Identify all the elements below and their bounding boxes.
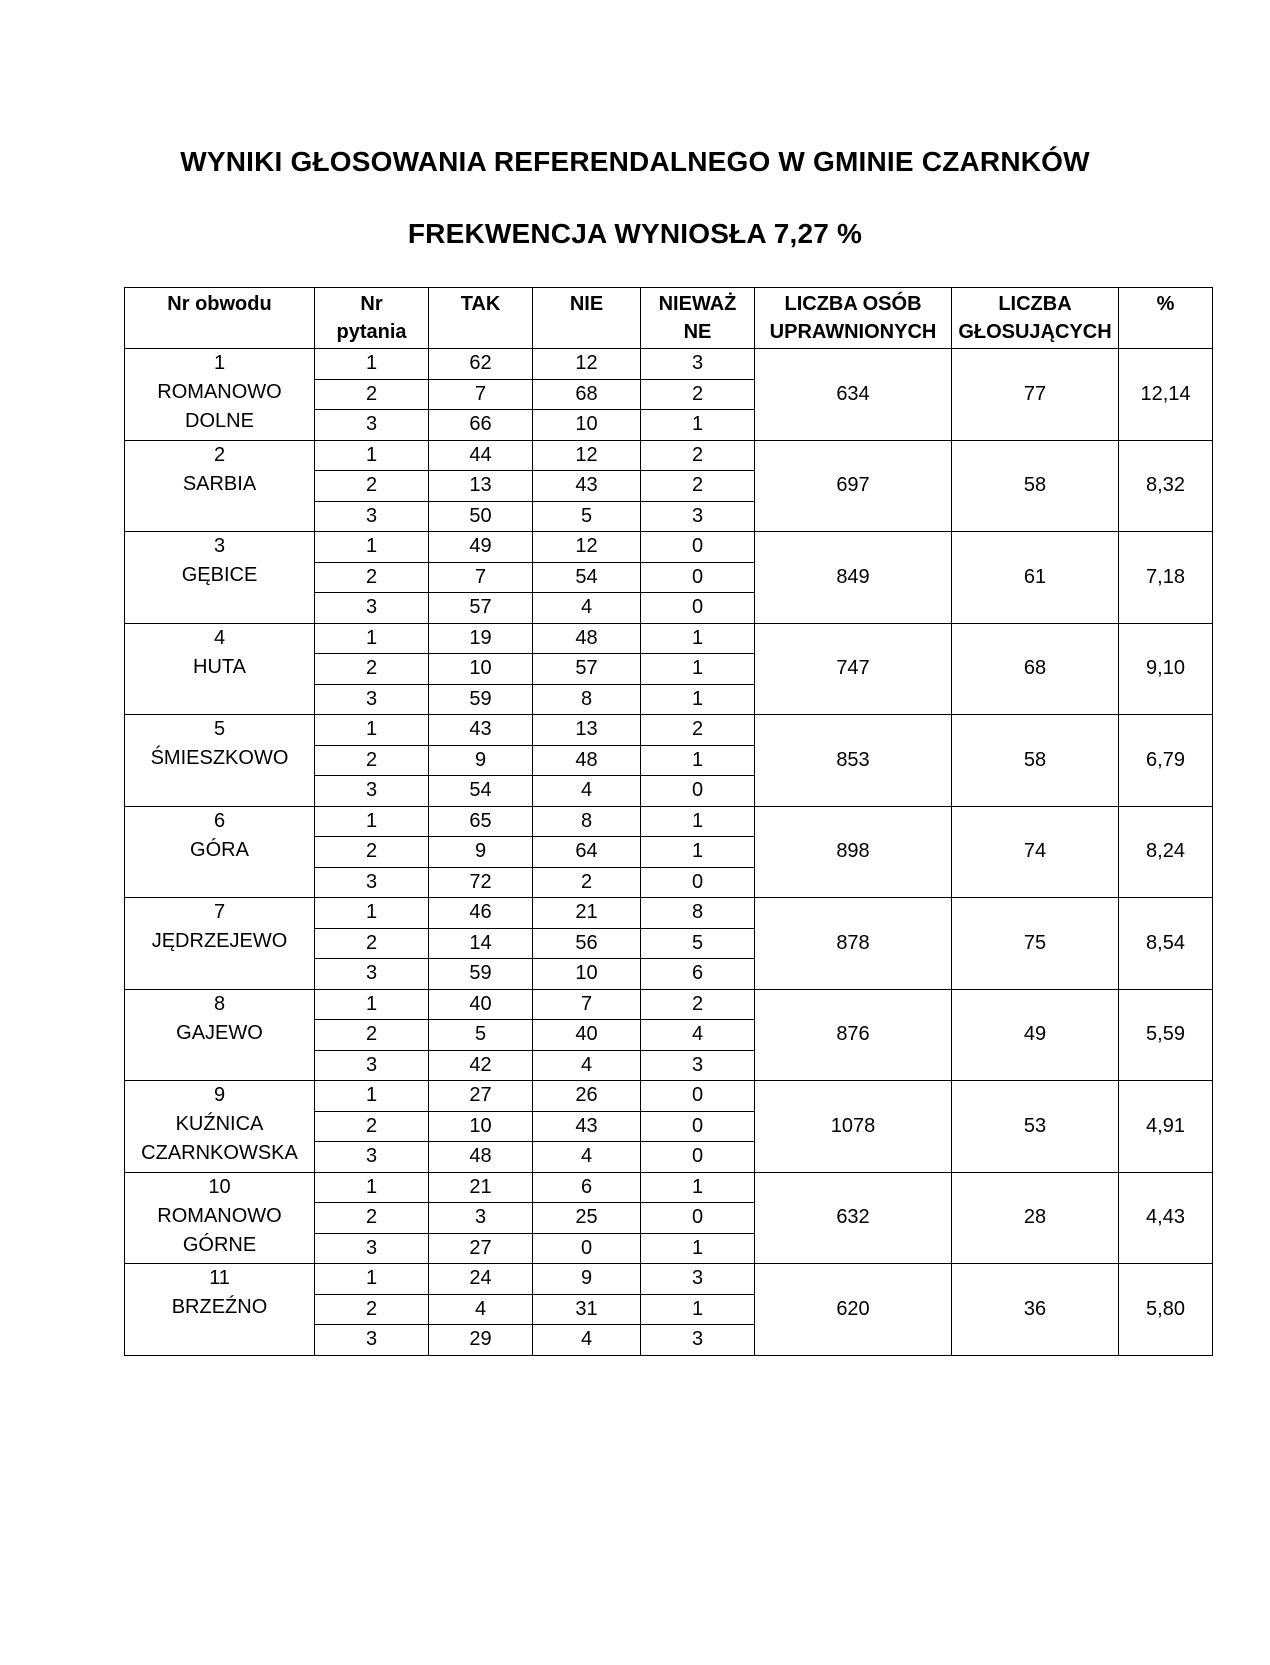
tak-count: 10: [429, 654, 533, 685]
district-number: 1: [213, 352, 226, 374]
district-name: GÓRNE: [182, 1233, 257, 1256]
question-number: 1: [315, 898, 429, 929]
nie-count: 6: [533, 1172, 641, 1203]
question-number: 2: [315, 471, 429, 502]
district-cell: [125, 989, 315, 1081]
district-number: 11: [209, 1267, 230, 1289]
nie-count: 43: [533, 471, 641, 502]
question-number: 3: [315, 1325, 429, 1356]
question-number: 2: [315, 1111, 429, 1142]
niewazne-count: 1: [641, 410, 755, 441]
glosujacych-count: 74: [952, 806, 1119, 898]
uprawnionych-count: 747: [755, 623, 952, 715]
glosujacych-count: 58: [952, 440, 1119, 532]
tak-count: 72: [429, 867, 533, 898]
question-number: 1: [315, 1081, 429, 1112]
question-number: 2: [315, 1294, 429, 1325]
niewazne-count: 0: [641, 532, 755, 563]
district-cell: [125, 623, 315, 715]
question-number: 1: [315, 623, 429, 654]
nie-count: 2: [533, 867, 641, 898]
header-row: [125, 288, 1213, 349]
question-number: 3: [315, 959, 429, 990]
question-number: 3: [315, 776, 429, 807]
niewazne-count: 1: [641, 1294, 755, 1325]
district-name: CZARNKOWSKA: [141, 1142, 298, 1164]
district-number: 7: [213, 901, 226, 923]
tak-count: 5: [429, 1020, 533, 1051]
niewazne-count: 3: [641, 1050, 755, 1081]
tak-count: 43: [429, 715, 533, 746]
nie-count: 57: [533, 654, 641, 685]
results-table: [124, 287, 1213, 1356]
district-cell: [125, 1172, 315, 1264]
niewazne-count: 0: [641, 562, 755, 593]
tak-count: 65: [429, 806, 533, 837]
nie-count: 9: [533, 1264, 641, 1295]
niewazne-count: 1: [641, 654, 755, 685]
district-name: SARBIA: [182, 472, 257, 495]
district-number: 10: [208, 1175, 231, 1198]
glosujacych-count: 68: [952, 623, 1119, 715]
header-line: LICZBA OSÓB: [784, 293, 922, 315]
district-cell: [125, 440, 315, 532]
nie-count: 68: [533, 379, 641, 410]
nie-count: 31: [533, 1294, 641, 1325]
glosujacych-count: 58: [952, 715, 1119, 807]
turnout-percent: 8,24: [1119, 806, 1213, 898]
district-name: ROMANOWO: [157, 1204, 282, 1227]
header-line: LICZBA: [998, 293, 1072, 315]
district-name: HUTA: [193, 655, 246, 678]
nie-count: 13: [533, 715, 641, 746]
district-name: GĘBICE: [181, 564, 258, 586]
glosujacych-count: 61: [952, 532, 1119, 624]
tak-count: 9: [429, 837, 533, 868]
district-cell: [125, 898, 315, 990]
table-row: [125, 1172, 1213, 1203]
header-niewazne: [641, 288, 755, 349]
uprawnionych-count: 1078: [755, 1081, 952, 1173]
header-line: UPRAWNIONYCH: [769, 321, 937, 343]
nie-count: 12: [533, 532, 641, 563]
uprawnionych-count: 898: [755, 806, 952, 898]
question-number: 3: [315, 1050, 429, 1081]
tak-count: 13: [429, 471, 533, 502]
tak-count: 54: [429, 776, 533, 807]
turnout-percent: 5,59: [1119, 989, 1213, 1081]
nie-count: 0: [533, 1233, 641, 1264]
table-row: [125, 349, 1213, 380]
tak-count: 62: [429, 349, 533, 380]
uprawnionych-count: 620: [755, 1264, 952, 1356]
question-number: 2: [315, 562, 429, 593]
uprawnionych-count: 849: [755, 532, 952, 624]
nie-count: 48: [533, 745, 641, 776]
turnout-subtitle: FREKWENCJA WYNIOSŁA 7,27 %: [407, 218, 863, 249]
niewazne-count: 0: [641, 1203, 755, 1234]
question-number: 2: [315, 928, 429, 959]
tak-count: 29: [429, 1325, 533, 1356]
question-number: 2: [315, 837, 429, 868]
niewazne-count: 2: [641, 471, 755, 502]
question-number: 2: [315, 654, 429, 685]
nie-count: 4: [533, 1142, 641, 1173]
niewazne-count: 0: [641, 1081, 755, 1112]
uprawnionych-count: 853: [755, 715, 952, 807]
question-number: 3: [315, 684, 429, 715]
niewazne-count: 1: [641, 745, 755, 776]
question-number: 1: [315, 1264, 429, 1295]
district-cell: [125, 1081, 315, 1173]
question-number: 3: [315, 501, 429, 532]
nie-count: 8: [533, 684, 641, 715]
question-number: 3: [315, 867, 429, 898]
glosujacych-count: 53: [952, 1081, 1119, 1173]
nie-count: 12: [533, 349, 641, 380]
district-number: 4: [213, 626, 226, 649]
tak-count: 10: [429, 1111, 533, 1142]
niewazne-count: 2: [641, 379, 755, 410]
table-row: [125, 623, 1213, 654]
turnout-percent: 12,14: [1119, 349, 1213, 441]
district-name: GÓRA: [190, 838, 249, 861]
question-number: 2: [315, 1020, 429, 1051]
turnout-percent: 4,91: [1119, 1081, 1213, 1173]
question-number: 1: [315, 440, 429, 471]
question-number: 2: [315, 379, 429, 410]
question-number: 3: [315, 1233, 429, 1264]
header-tak: TAK: [429, 288, 533, 349]
nie-count: 10: [533, 410, 641, 441]
question-number: 1: [315, 1172, 429, 1203]
tak-count: 59: [429, 684, 533, 715]
niewazne-count: 3: [641, 1325, 755, 1356]
district-name: BRZEŹNO: [171, 1296, 268, 1318]
uprawnionych-count: 876: [755, 989, 952, 1081]
nie-count: 12: [533, 440, 641, 471]
niewazne-count: 1: [641, 806, 755, 837]
niewazne-count: 4: [641, 1020, 755, 1051]
table-row: [125, 1264, 1213, 1295]
tak-count: 44: [429, 440, 533, 471]
district-number: 9: [213, 1084, 226, 1106]
tak-count: 9: [429, 745, 533, 776]
nie-count: 8: [533, 806, 641, 837]
nie-count: 64: [533, 837, 641, 868]
glosujacych-count: 75: [952, 898, 1119, 990]
niewazne-count: 1: [641, 837, 755, 868]
district-number: 5: [213, 718, 226, 740]
question-number: 1: [315, 715, 429, 746]
district-name: KUŹNICA: [175, 1113, 264, 1135]
tak-count: 21: [429, 1172, 533, 1203]
turnout-percent: 7,18: [1119, 532, 1213, 624]
table-row: [125, 715, 1213, 746]
question-number: 3: [315, 593, 429, 624]
niewazne-count: 0: [641, 1142, 755, 1173]
header-line: NE: [683, 321, 712, 343]
header-line: pytania: [336, 321, 407, 343]
niewazne-count: 0: [641, 1111, 755, 1142]
table-row: [125, 440, 1213, 471]
nie-count: 4: [533, 593, 641, 624]
district-name: DOLNE: [185, 410, 254, 432]
niewazne-count: 3: [641, 1264, 755, 1295]
niewazne-count: 1: [641, 623, 755, 654]
uprawnionych-count: 634: [755, 349, 952, 441]
tak-count: 57: [429, 593, 533, 624]
nie-count: 54: [533, 562, 641, 593]
tak-count: 27: [429, 1081, 533, 1112]
tak-count: 19: [429, 623, 533, 654]
question-number: 2: [315, 1203, 429, 1234]
nie-count: 4: [533, 1325, 641, 1356]
district-cell: [125, 806, 315, 898]
tak-count: 49: [429, 532, 533, 563]
header-liczba-uprawnionych: [755, 288, 952, 349]
district-number: 2: [213, 443, 226, 466]
header-nie: NIE: [533, 288, 641, 349]
niewazne-count: 8: [641, 898, 755, 929]
glosujacych-count: 36: [952, 1264, 1119, 1356]
header-liczba-glosujacych: [952, 288, 1119, 349]
nie-count: 5: [533, 501, 641, 532]
turnout-percent: 8,54: [1119, 898, 1213, 990]
niewazne-count: 2: [641, 440, 755, 471]
table-row: [125, 532, 1213, 563]
nie-count: 4: [533, 1050, 641, 1081]
tak-count: 46: [429, 898, 533, 929]
tak-count: 48: [429, 1142, 533, 1173]
question-number: 1: [315, 989, 429, 1020]
tak-count: 40: [429, 989, 533, 1020]
niewazne-count: 2: [641, 715, 755, 746]
tak-count: 24: [429, 1264, 533, 1295]
question-number: 1: [315, 532, 429, 563]
nie-count: 21: [533, 898, 641, 929]
nie-count: 26: [533, 1081, 641, 1112]
nie-count: 56: [533, 928, 641, 959]
district-cell: [125, 532, 315, 624]
uprawnionych-count: 697: [755, 440, 952, 532]
question-number: 2: [315, 745, 429, 776]
nie-count: 43: [533, 1111, 641, 1142]
glosujacych-count: 49: [952, 989, 1119, 1081]
tak-count: 42: [429, 1050, 533, 1081]
tak-count: 4: [429, 1294, 533, 1325]
district-name: GAJEWO: [176, 1021, 263, 1044]
district-name: JĘDRZEJEWO: [151, 930, 288, 952]
niewazne-count: 0: [641, 867, 755, 898]
header-nr-obwodu: Nr obwodu: [125, 288, 315, 349]
district-number: 8: [213, 992, 226, 1015]
table-row: [125, 1081, 1213, 1112]
tak-count: 66: [429, 410, 533, 441]
table-row: [125, 989, 1213, 1020]
tak-count: 7: [429, 379, 533, 410]
niewazne-count: 0: [641, 776, 755, 807]
turnout-percent: 6,79: [1119, 715, 1213, 807]
niewazne-count: 0: [641, 593, 755, 624]
district-name: ROMANOWO: [157, 381, 282, 403]
nie-count: 7: [533, 989, 641, 1020]
niewazne-count: 1: [641, 684, 755, 715]
turnout-percent: 4,43: [1119, 1172, 1213, 1264]
tak-count: 7: [429, 562, 533, 593]
turnout-percent: 5,80: [1119, 1264, 1213, 1356]
tak-count: 3: [429, 1203, 533, 1234]
niewazne-count: 2: [641, 989, 755, 1020]
header-line: Nr: [360, 293, 383, 315]
niewazne-count: 1: [641, 1172, 755, 1203]
nie-count: 4: [533, 776, 641, 807]
question-number: 3: [315, 1142, 429, 1173]
tak-count: 27: [429, 1233, 533, 1264]
nie-count: 40: [533, 1020, 641, 1051]
results-body: [125, 349, 1213, 1356]
table-row: [125, 898, 1213, 929]
tak-count: 14: [429, 928, 533, 959]
question-number: 3: [315, 410, 429, 441]
question-number: 1: [315, 349, 429, 380]
tak-count: 50: [429, 501, 533, 532]
turnout-percent: 8,32: [1119, 440, 1213, 532]
district-cell: [125, 349, 315, 441]
niewazne-count: 3: [641, 349, 755, 380]
nie-count: 10: [533, 959, 641, 990]
turnout-percent: 9,10: [1119, 623, 1213, 715]
uprawnionych-count: 632: [755, 1172, 952, 1264]
district-cell: [125, 715, 315, 807]
niewazne-count: 1: [641, 1233, 755, 1264]
header-line: GŁOSUJĄCYCH: [958, 321, 1112, 343]
table-row: [125, 806, 1213, 837]
question-number: 1: [315, 806, 429, 837]
niewazne-count: 3: [641, 501, 755, 532]
district-cell: [125, 1264, 315, 1356]
nie-count: 25: [533, 1203, 641, 1234]
glosujacych-count: 77: [952, 349, 1119, 441]
district-number: 6: [213, 809, 226, 832]
niewazne-count: 6: [641, 959, 755, 990]
tak-count: 59: [429, 959, 533, 990]
header-procent: %: [1119, 288, 1213, 349]
header-nr-pytania: [315, 288, 429, 349]
niewazne-count: 5: [641, 928, 755, 959]
district-number: 3: [213, 535, 226, 557]
glosujacych-count: 28: [952, 1172, 1119, 1264]
nie-count: 48: [533, 623, 641, 654]
district-name: ŚMIESZKOWO: [150, 747, 289, 769]
uprawnionych-count: 878: [755, 898, 952, 990]
header-line: NIEWAŻ: [658, 293, 737, 315]
document-title: WYNIKI GŁOSOWANIA REFERENDALNEGO W GMINIE CZARNKÓW: [180, 146, 1090, 177]
